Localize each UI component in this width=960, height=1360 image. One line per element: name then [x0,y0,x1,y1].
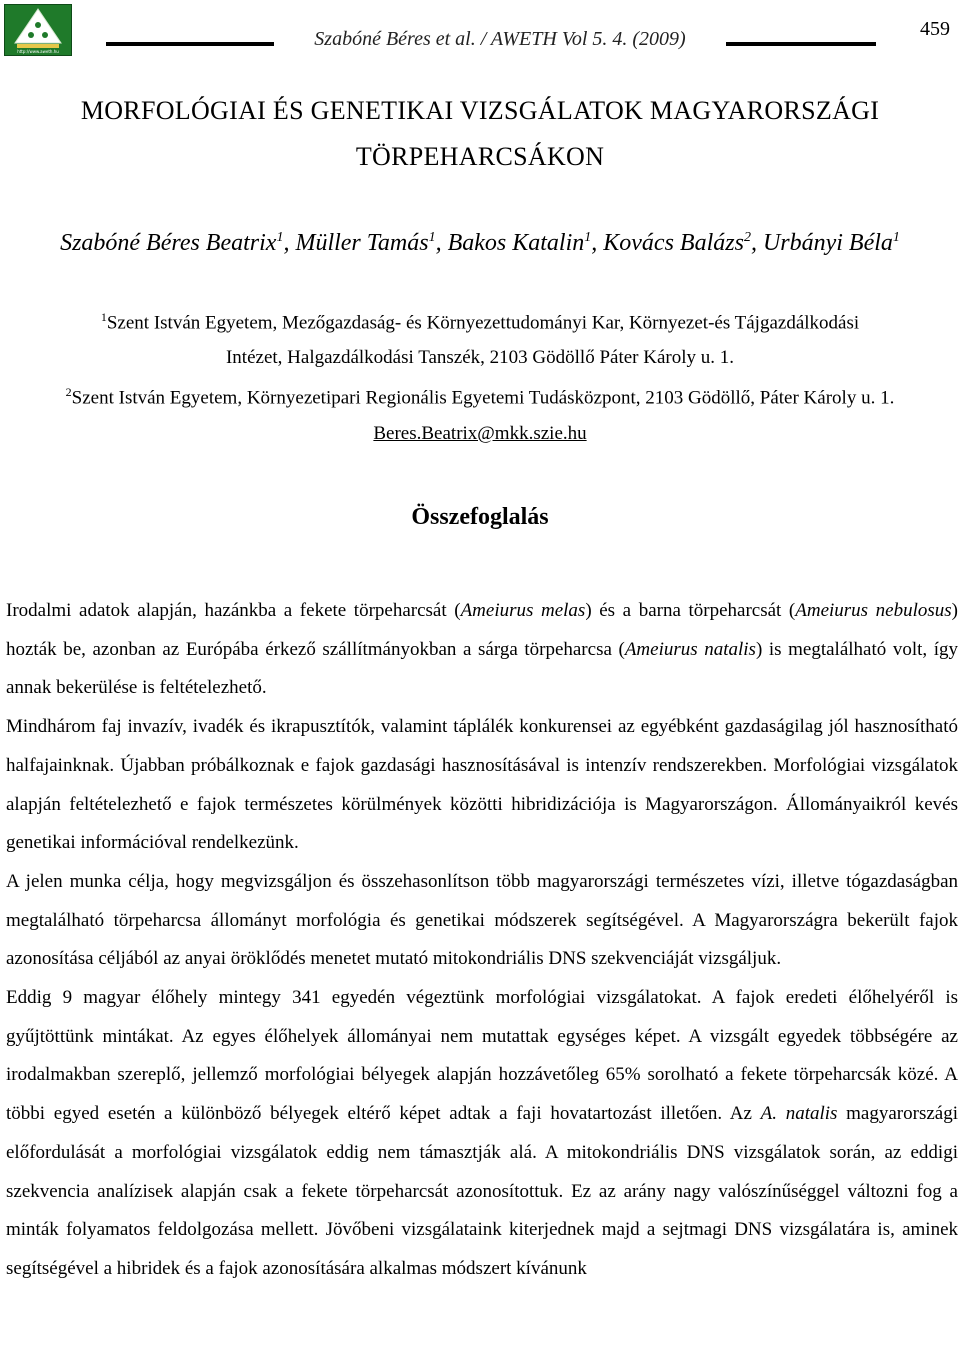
text-run: Eddig 9 magyar élőhely mintegy 341 egyedén végeztünk morfológiai vizsgálatokat. A fajok eredeti élőhelyéről is gyűjtöttünk mintákat. Az egyes élőhelyek állományai nem mutattak egységes képet. A vizsgált egyedek többségére az irodalmakban szereplő, jellemző morfológiai bélyegek alapján hozzávetőleg 65% sorolható a fekete törpeharcsák közé. A többi egyed esetén a különböző bélyegek eltérő képet adtak a faji hovatartozást illetően. Az [6,987,958,1125]
affiliations [0,300,960,451]
affiliation-mark: 2 [65,385,72,400]
author-affiliation-mark: 1 [584,230,592,245]
author-affiliation-mark: 2 [743,230,751,245]
author-name: Szabóné Béres Beatrix [60,230,277,256]
author-name: Müller Tamás [295,230,429,256]
affiliation-1-line-2: Intézet, Halgazdálkodási Tanszék, 2103 Gödöllő Páter Károly u. 1. [225,347,734,369]
section-heading: Összefoglalás [411,504,549,530]
text-run: ) hozták be, azonban az Európába érkező szállítmányokban a sárga törpeharcsa ( [6,600,958,660]
affiliation-2-line-2 [0,416,960,451]
text-run: ) és a barna törpeharcsát ( [585,600,796,621]
running-header [106,26,876,56]
paper-title [0,88,960,180]
species-name: Ameiurus natalis [624,638,756,660]
text-run: Irodalmi adatok alapján, hazánkba a fekete törpeharcsát ( [6,600,461,621]
affiliation-mark: 1 [100,310,107,324]
author-name: Bakos Katalin [447,230,585,256]
header-rule-right [726,42,876,46]
abstract-paragraph-1 [6,592,958,708]
author-affiliation-mark: 1 [428,230,436,245]
journal-logo [4,4,72,56]
abstract-paragraph-4 [6,979,958,1289]
text-run: ) is megtalálható volt, így annak bekerülése is feltételezhető. [6,638,958,699]
affiliation-text: Szent István Egyetem, Környezetipari Regionális Egyetemi Tudásközpont, 2103 Gödöllő, Páter Károly u. 1. [71,387,895,409]
author-name: Urbányi Béla [762,230,893,256]
text-run: magyarországi előfordulását a morfológiai vizsgálatok eddig nem támasztják alá. A mitokondriális DNS vizsgálatok során, az eddigi szekvencia analízisek alapján csak a fekete törpeharcsát azonosítottuk. Ez az arány nagy valószínűséggel változni fog a minták folyamatos feldolgozása mellett. Jövőbeni vizsgálataink kiterjednek majd a sejtmagi DNS vizsgálatára is, aminek segítségével a hibridek és a fajok azonosítására alkalmas módszert kívánunk [6,1103,958,1279]
contact-email-link[interactable]: Beres.Beatrix@mkk.szie.hu [373,422,587,444]
abstract-paragraph-3: A jelen munka célja, hogy megvizsgáljon és összehasonlítson több magyarországi természetes vízi, illetve tógazdaságban megtalálható törpeharcsa állományt morfológia és genetikai módszerek segítségével. A Magyarországra bekerült fajok azonosítása céljából az anyai öröklődés menetet mutató mitokondriális DNS szekvenciáját vizsgáljuk. [6,870,958,970]
author-name: Kovács Balázs [603,230,744,256]
author-list: Szabóné Béres Beatrix$^1$, Müller Tamás$^1$, Bakos Katalin$^1$, Kovács Balázs$^2$, Urbányi Béla$^1$ [60,230,900,256]
species-name: Ameiurus nebulosus [795,600,952,621]
journal-citation: Szabóné Béres et al. / AWETH Vol 5. 4. (2009) [314,28,686,50]
affiliation-2-line-1 [0,375,960,415]
author-affiliation-mark: 1 [276,230,284,245]
author-affiliation-mark: 1 [892,230,900,245]
logo-url-text: http://www.aweth.hu [17,49,59,54]
species-name: Ameiurus melas [460,600,586,621]
affiliation-1-line-1 [0,300,960,340]
page-number: 459 [920,18,950,40]
header-rule-left [106,42,274,46]
title-line-1: MORFOLÓGIAI ÉS GENETIKAI VIZSGÁLATOK MAGYARORSZÁGI [80,96,880,125]
title-line-2: TÖRPEHARCSÁKON [355,142,605,171]
affiliation-text: Szent István Egyetem, Mezőgazdaság- és Környezettudományi Kar, Környezet-és Tájgazdálkodási [106,312,860,334]
abstract-body [6,592,958,1289]
abstract-paragraph-2: Mindhárom faj invazív, ivadék és ikrapusztítók, valamint táplálék konkurensei az egyébként gazdaságilag jól hasznosítható halfajainknak. Újabban próbálkoznak e fajok gazdasági hasznosításával is intenzív rendszerekben. Morfológiai vizsgálatok alapján feltételezhető e fajok természetes körülmények közötti hibridizációja is Magyarországon. Állományaikról kevés genetikai információval rendelkezünk. [6,716,958,854]
species-name: A. natalis [760,1103,838,1125]
